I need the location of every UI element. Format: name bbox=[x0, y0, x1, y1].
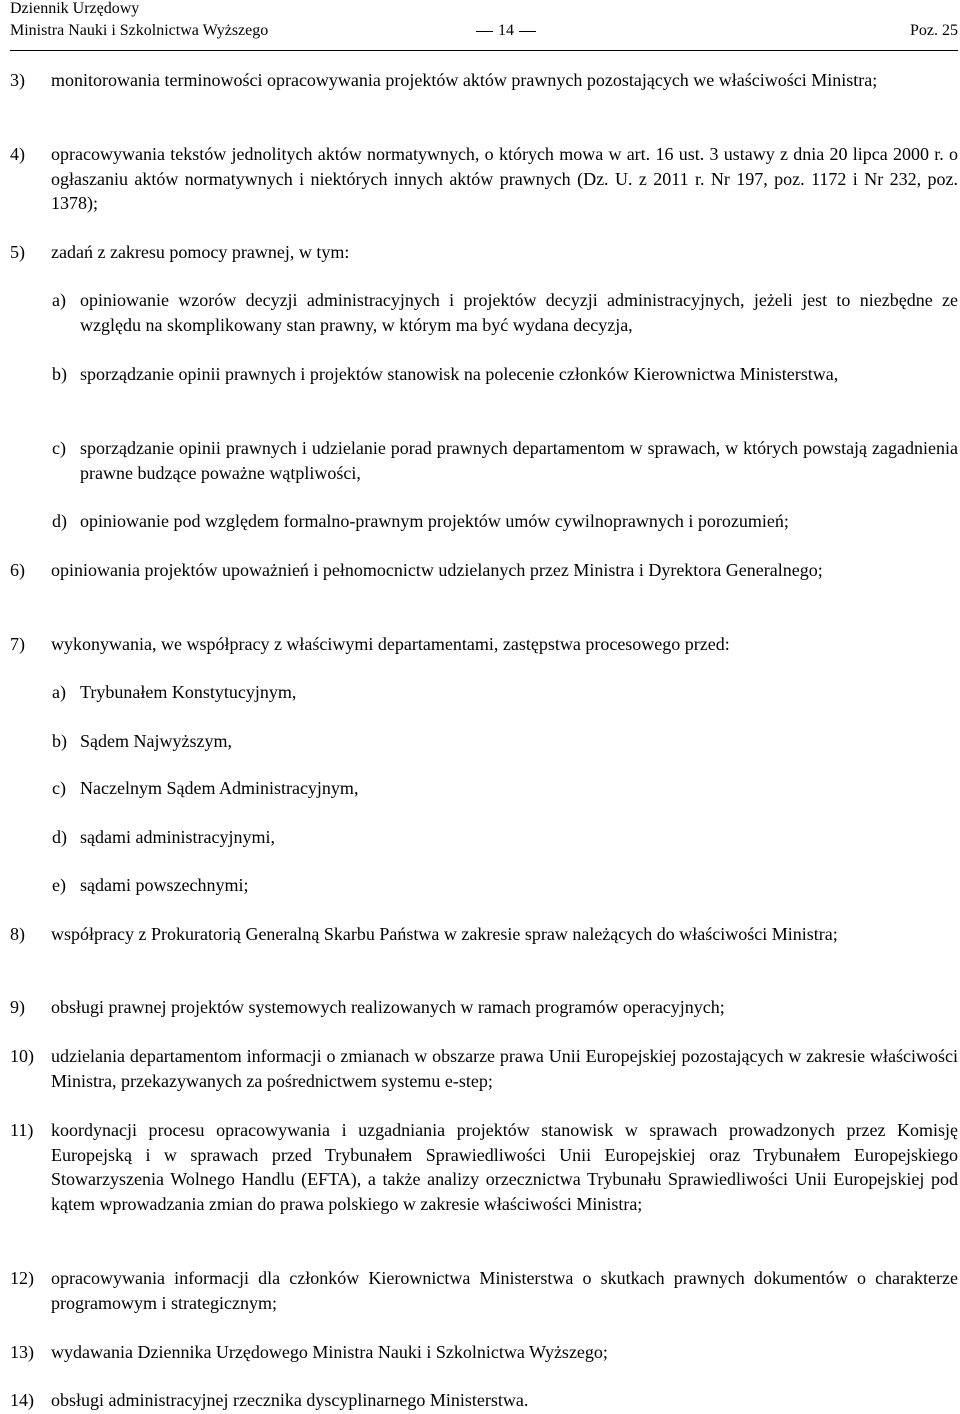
item-text: sądami administracyjnymi, bbox=[80, 827, 275, 847]
item-text: opracowywania tekstów jednolitych aktów normatywnych, o których mowa w art. 16 ust. 3 ustawy z dnia 20 lipca 2000 r. o ogłaszaniu aktów normatywnych i niektórych innych aktów prawnych (Dz. U. z 2011 r. Nr 197, poz. 1172 i Nr 232, poz. 1378); bbox=[51, 144, 958, 213]
item-number: 8) bbox=[10, 924, 25, 944]
item-number: 9) bbox=[10, 997, 25, 1017]
item-text: Naczelnym Sądem Administracyjnym, bbox=[80, 778, 359, 798]
item-letter: a) bbox=[52, 290, 66, 310]
item-number: 11) bbox=[10, 1120, 34, 1140]
item-text: współpracy z Prokuratorią Generalną Skarbu Państwa w zakresie spraw należących do właściwości Ministra; bbox=[51, 924, 838, 944]
page-number-value: 14 bbox=[498, 22, 514, 39]
position-ref: Poz. 25 bbox=[910, 22, 958, 39]
item-text: wykonywania, we współpracy z właściwymi departamentami, zastępstwa procesowego przed: bbox=[51, 634, 730, 654]
item-letter: e) bbox=[52, 875, 66, 895]
item-text: monitorowania terminowości opracowywania projektów aktów prawnych pozostających we właściwości Ministra; bbox=[51, 70, 878, 90]
item-text: wydawania Dziennika Urzędowego Ministra Nauki i Szkolnictwa Wyższego; bbox=[51, 1342, 608, 1362]
item-text: opiniowania projektów upoważnień i pełnomocnictw udzielanych przez Ministra i Dyrektora Generalnego; bbox=[51, 560, 823, 580]
item-number: 4) bbox=[10, 144, 25, 164]
item-letter: c) bbox=[52, 438, 66, 458]
item-number: 5) bbox=[10, 242, 25, 262]
item-letter: d) bbox=[52, 511, 67, 531]
item-text: sądami powszechnymi; bbox=[80, 875, 249, 895]
item-text: koordynacji procesu opracowywania i uzgadniania projektów stanowisk w sprawach prowadzonych przez Komisję Europejską i w sprawach przed Trybunałem Sprawiedliwości Unii Europejskiej oraz Trybunałem Europejskiego Stowarzyszenia Wolnego Handlu (EFTA), a także analizy orzecznictwa Trybunału Sprawiedliwości Unii Europejskiej pod kątem wprowadzania zmian do prawa polskiego w zakresie właściwości Ministra; bbox=[51, 1120, 958, 1214]
item-number: 12) bbox=[10, 1268, 34, 1288]
journal-title: Dziennik Urzędowy bbox=[10, 0, 140, 17]
item-letter: d) bbox=[52, 827, 67, 847]
item-text: sporządzanie opinii prawnych i projektów stanowisk na polecenie członków Kierownictwa Ministerstwa, bbox=[80, 364, 839, 384]
item-number: 6) bbox=[10, 560, 25, 580]
item-text: opracowywania informacji dla członków Kierownictwa Ministerstwa o skutkach prawnych dokumentów o charakterze programowym i strategicznym; bbox=[51, 1268, 958, 1313]
item-text: udzielania departamentom informacji o zmianach w obszarze prawa Unii Europejskiej pozostających w zakresie właściwości Ministra, przekazywanych za pośrednictwem systemu e-step; bbox=[51, 1046, 958, 1091]
page-number bbox=[471, 22, 541, 40]
item-text: opiniowanie pod względem formalno-prawnym projektów umów cywilnoprawnych i porozumień; bbox=[80, 511, 789, 531]
item-text: Trybunałem Konstytucyjnym, bbox=[80, 682, 297, 702]
item-number: 7) bbox=[10, 634, 25, 654]
item-letter: c) bbox=[52, 778, 66, 798]
item-letter: b) bbox=[52, 364, 67, 384]
dash-right bbox=[519, 31, 536, 32]
item-text: zadań z zakresu pomocy prawnej, w tym: bbox=[51, 242, 350, 262]
item-text: opiniowanie wzorów decyzji administracyjnych i projektów decyzji administracyjnych, jeżeli jest to niezbędne ze względu na skomplikowany stan prawny, w którym ma być wydana decyzja, bbox=[80, 290, 958, 335]
item-number: 3) bbox=[10, 70, 25, 90]
item-number: 10) bbox=[10, 1046, 34, 1066]
item-text: obsługi administracyjnej rzecznika dyscyplinarnego Ministerstwa. bbox=[51, 1390, 529, 1410]
item-letter: a) bbox=[52, 682, 66, 702]
ministry-name: Ministra Nauki i Szkolnictwa Wyższego bbox=[10, 22, 269, 39]
item-text: sporządzanie opinii prawnych i udzielanie porad prawnych departamentom w sprawach, w których powstają zagadnienia prawne budzące poważne wątpliwości, bbox=[80, 438, 958, 483]
page-header bbox=[10, 0, 958, 51]
item-number: 14) bbox=[10, 1390, 34, 1410]
item-text: Sądem Najwyższym, bbox=[80, 731, 232, 751]
item-text: obsługi prawnej projektów systemowych realizowanych w ramach programów operacyjnych; bbox=[51, 997, 725, 1017]
item-number: 13) bbox=[10, 1342, 34, 1362]
item-letter: b) bbox=[52, 731, 67, 751]
dash-left bbox=[476, 31, 493, 32]
